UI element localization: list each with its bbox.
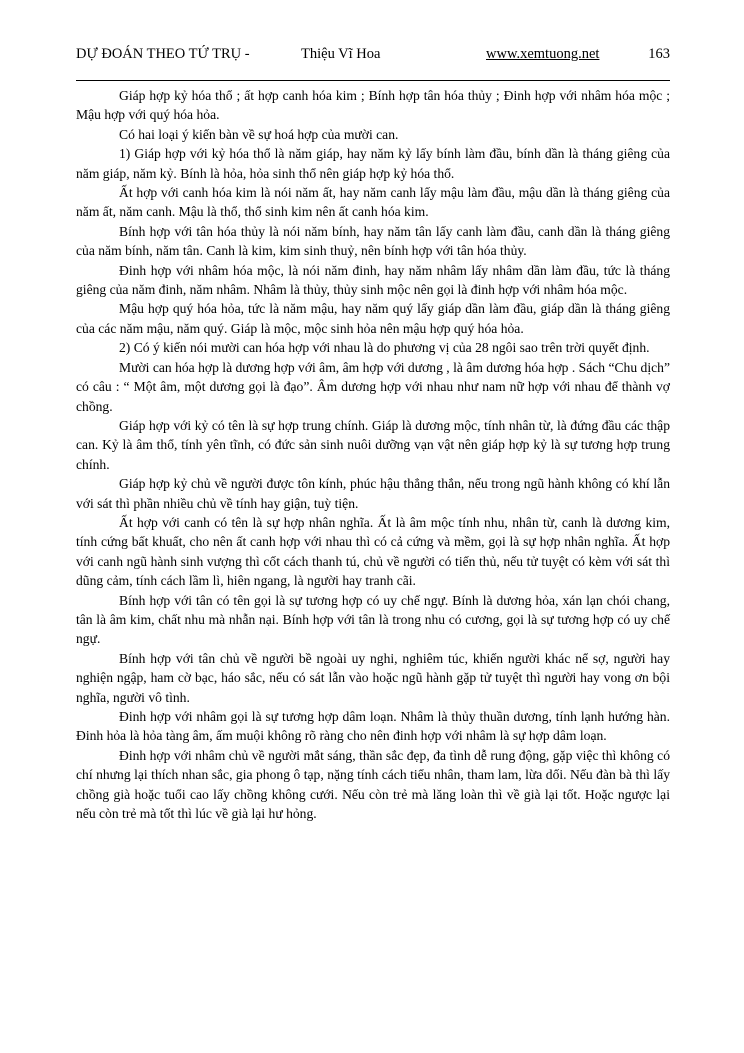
paragraph: Có hai loại ý kiến bàn về sự hoá hợp của mười can. (119, 126, 399, 142)
paragraph: Ất hợp với canh có tên là sự hợp nhân nghĩa. Ất là âm mộc tính nhu, nhân từ, canh là dương kim, tính cứng bất khuất, cho nên ất canh hợp với nhau thì có cả cứng và mềm, gọi là sự hợp nhân nghĩa. Ất hợp với canh ngũ hành sinh vượng thì cốt cách thanh tú, chủ về người có tiến thủ, nếu tử tuyệt có kèm với sát thì dũng cảm, tính cách lầm lì, hiên ngang, là người hay tranh cãi. (76, 514, 670, 589)
page-header (76, 46, 670, 66)
paragraph: 2) Có ý kiến nói mười can hóa hợp với nhau là do phương vị của 28 ngôi sao trên trời quyết định. (119, 340, 650, 356)
paragraph: 1) Giáp hợp với kỷ hóa thổ là năm giáp, hay năm kỷ lấy bính làm đầu, bính dần là tháng giêng của năm giáp, năm kỷ. Bính là hỏa, hỏa sinh thổ nên giáp hợp kỷ hóa thổ. (76, 146, 670, 181)
paragraph: Ất hợp với canh hóa kim là nói năm ất, hay năm canh lấy mậu làm đầu, mậu dần là tháng giêng của năm ất, năm canh. Mậu là thổ, thổ sinh kim nên ất canh hóa kim. (76, 185, 670, 220)
paragraph: Đinh hợp với nhâm gọi là sự tương hợp dâm loạn. Nhâm là thủy thuần dương, tính lạnh hướng hàn. Đinh hỏa là hỏa tàng âm, ấm muội không rõ ràng cho nên đinh hợp với nhâm là sự hợp dâm loạn. (76, 709, 670, 744)
paragraph: Bính hợp với tân hóa thủy là nói năm bính, hay năm tân lấy canh làm đầu, canh dần là tháng giêng của năm bính, năm tân. Canh là kim, kim sinh thuỷ, nên bính hợp với tân hóa thủy. (76, 223, 670, 259)
body-text (76, 86, 670, 823)
header-book-title: DỰ ĐOÁN THEO TỨ TRỤ - (76, 46, 250, 62)
paragraph: Đinh hợp với nhâm hóa mộc, là nói năm đinh, hay năm nhâm lấy nhâm dần làm đầu, tức là tháng giêng của năm đinh, năm nhâm. Nhâm là thủy, thủy sinh mộc nên gọi là đinh hợp với nhâm hóa mộc. (76, 262, 670, 298)
paragraph: Giáp hợp với kỷ có tên là sự hợp trung chính. Giáp là dương mộc, tính nhân từ, là đứng đầu các thập can. Kỷ là âm thổ, tính yên tĩnh, có đức sản sinh nuôi dưỡng vạn vật nên giáp hợp kỷ là sự tương hợp trung chính. (76, 417, 670, 472)
paragraph: Bính hợp với tân chủ về người bề ngoài uy nghi, nghiêm túc, khiến người khác nể sợ, người hay nghiện ngập, ham cờ bạc, háo sắc, nếu có sát lẫn vào hoặc ngũ hành gặp tử tuyệt thì người hay vong ơn bội nghĩa, người vô tình. (76, 650, 670, 705)
header-divider (76, 80, 670, 81)
paragraph: Giáp hợp kỷ chủ về người được tôn kính, phúc hậu thẳng thắn, nếu trong ngũ hành không có khí lẫn với sát thì phần nhiều chủ về tính hay giận, tuỳ tiện. (76, 476, 670, 511)
header-website-link[interactable]: www.xemtuong.net (486, 46, 600, 62)
paragraph: Mậu hợp quý hóa hỏa, tức là năm mậu, hay năm quý lấy giáp dần làm đầu, giáp dần là tháng giêng của các năm mậu, năm quý. Giáp là mộc, mộc sinh hỏa nên mậu hợp quý hóa hỏa. (76, 301, 670, 336)
header-page-number: 163 (648, 46, 670, 62)
paragraph: Giáp hợp kỷ hóa thổ ; ất hợp canh hóa kim ; Bính hợp tân hóa thủy ; Đinh hợp với nhâm hóa mộc ; Mậu hợp với quý hóa hỏa. (76, 88, 670, 123)
paragraph: Đinh hợp với nhâm chủ về người mắt sáng, thần sắc đẹp, đa tình dễ rung động, gặp việc thì không có chí nhưng lại thích nhan sắc, gia phong ô tạp, nặng tính cách tiểu nhân, tham lam, lừa dối. Nếu đàn bà thì lấy chồng già hoặc tuổi cao lấy chồng không cưới. Nếu còn trẻ mà lăng loàn thì về già lại tốt. Hoặc ngược lại nếu còn trẻ mà tốt thì lúc về già lại hư hỏng. (76, 747, 670, 822)
paragraph: Mười can hóa hợp là dương hợp với âm, âm hợp với dương , là âm dương hóa hợp . Sách “Chu dịch” có câu : “ Một âm, một dương gọi là đạo”. Âm dương hợp với nhau như nam nữ hợp với nhau để thành vợ chồng. (76, 359, 670, 414)
paragraph: Bính hợp với tân có tên gọi là sự tương hợp có uy chế ngự. Bính là dương hỏa, xán lạn chói chang, tân là âm kim, chất nhu mà nhẫn nại. Bính hợp với tân là trong nhu có cương, gọi là sự tương hợp có uy chế ngự. (76, 592, 670, 647)
header-author: Thiệu Vĩ Hoa (301, 46, 381, 62)
